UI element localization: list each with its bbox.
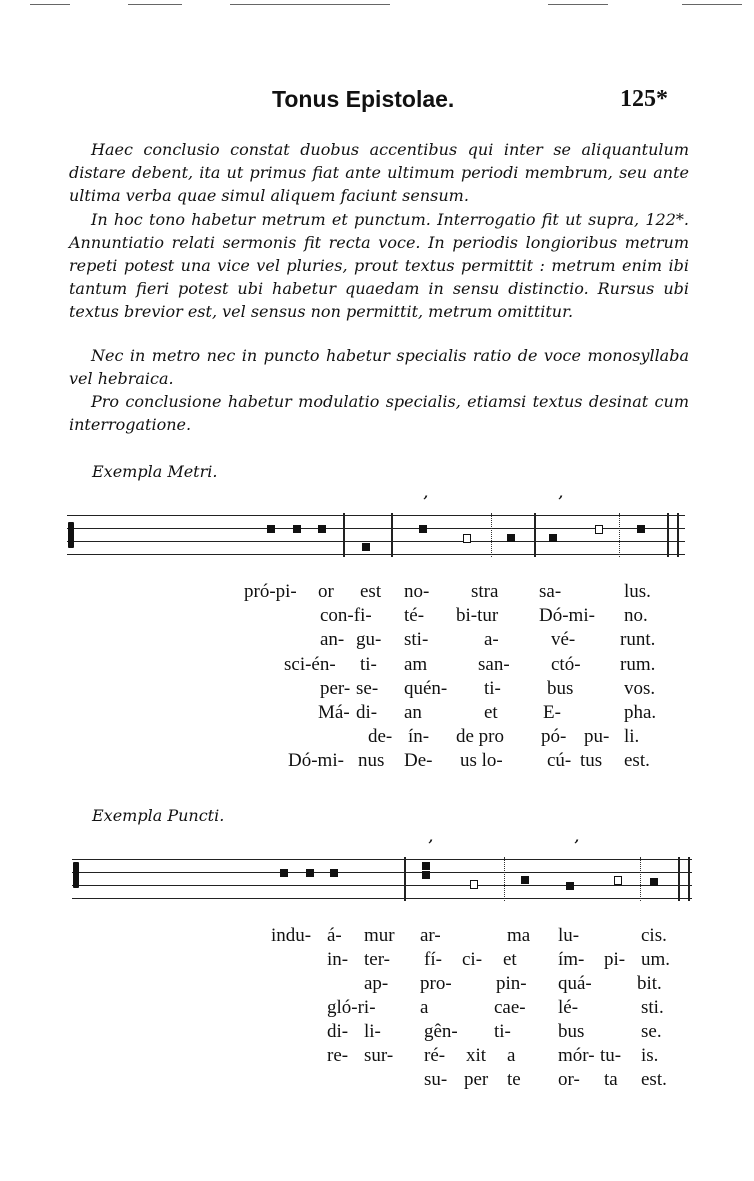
syllable: quá-	[558, 973, 592, 994]
syllable: bus	[547, 678, 574, 699]
syllable: gló-ri-	[327, 997, 376, 1018]
syllable: nus	[358, 750, 385, 771]
syllable: cú-	[547, 750, 572, 771]
punctum-note	[267, 525, 275, 533]
example-label-puncti: Exempla Puncti.	[92, 806, 225, 825]
punctum-note	[422, 871, 430, 879]
syllable: di-	[356, 702, 378, 723]
syllable: in-	[327, 949, 349, 970]
scan-edge-line	[682, 4, 742, 5]
syllable: a	[420, 997, 429, 1018]
syllable: pu-	[584, 726, 610, 747]
syllable: a	[507, 1045, 516, 1066]
do-clef-icon	[73, 862, 79, 888]
syllable: bus	[558, 1021, 585, 1042]
syllable: Dó-mi-	[288, 750, 344, 771]
scan-edge-line	[30, 4, 70, 5]
bar-line	[404, 857, 406, 901]
punctum-note	[507, 534, 515, 542]
page-title: Tonus Epistolae.	[272, 86, 455, 112]
syllable: ctó-	[551, 654, 581, 675]
dotted-bar-line	[491, 513, 493, 557]
bar-line	[391, 513, 393, 557]
syllable: stra	[471, 581, 499, 602]
syllable: an	[404, 702, 422, 723]
page-number: 125*	[620, 86, 668, 112]
dotted-bar-line	[619, 513, 621, 557]
syllable: li-	[364, 1021, 381, 1042]
syllable: re-	[327, 1045, 349, 1066]
syllable: ar-	[420, 925, 441, 946]
syllable: no.	[624, 605, 648, 626]
syllable: se.	[641, 1021, 662, 1042]
syllable: lus.	[624, 581, 651, 602]
syllable: xit	[466, 1045, 487, 1066]
hollow-note	[595, 525, 603, 534]
syllable: san-	[478, 654, 510, 675]
syllable: lu-	[558, 925, 580, 946]
chant-staff-puncti	[72, 838, 692, 906]
syllable: runt.	[620, 629, 656, 650]
punctum-note	[566, 882, 574, 890]
scan-edge-line	[230, 4, 390, 5]
syllable: gên-	[424, 1021, 458, 1042]
syllable: De-	[404, 750, 433, 771]
hollow-note	[463, 534, 471, 543]
syllable: is.	[641, 1045, 659, 1066]
punctum-note	[280, 869, 288, 877]
syllable: quén-	[404, 678, 448, 699]
syllable: ter-	[364, 949, 390, 970]
punctum-note	[330, 869, 338, 877]
syllable: indu-	[271, 925, 312, 946]
syllable: or	[318, 581, 334, 602]
punctum-note	[637, 525, 645, 533]
paragraph-conclusione: Pro conclusione habetur modulatio specialis, etiamsi textus desinat cum interrogatione.	[69, 392, 689, 434]
syllable: a-	[484, 629, 499, 650]
bar-line	[667, 513, 669, 557]
punctum-note	[318, 525, 326, 533]
syllable: lé-	[558, 997, 579, 1018]
syllable: pó-	[541, 726, 567, 747]
syllable: sa-	[539, 581, 562, 602]
chant-staff-metri	[67, 494, 685, 562]
dotted-bar-line	[504, 857, 506, 901]
paragraph-monosyllaba: Nec in metro nec in puncto habetur specialis ratio de voce monosyllaba vel hebraica.	[69, 346, 689, 388]
punctum-note	[549, 534, 557, 542]
syllable: an-	[320, 629, 345, 650]
accent-mark-icon: ʼ	[423, 494, 428, 510]
bar-line	[534, 513, 536, 557]
syllable: con-fi-	[320, 605, 372, 626]
syllable: mór-	[558, 1045, 595, 1066]
scan-edge-line	[548, 4, 608, 5]
syllable: se-	[356, 678, 379, 699]
syllable: or-	[558, 1069, 580, 1090]
bar-line	[677, 513, 679, 557]
syllable: bit.	[637, 973, 662, 994]
hollow-note	[614, 876, 622, 885]
syllable: cis.	[641, 925, 667, 946]
punctum-note	[362, 543, 370, 551]
punctum-note	[293, 525, 301, 533]
syllable: ci-	[462, 949, 483, 970]
bar-line	[678, 857, 680, 901]
paragraph-conclusio: Haec conclusio constat duobus accentibus qui inter se aliquantulum distare debent, ita ut primus fiat ante ultimum periodi membrum, seu ante ultima verba quae simul aliquem faciunt sensum.	[69, 140, 689, 205]
syllable: sci-én-	[284, 654, 336, 675]
syllable: sur-	[364, 1045, 394, 1066]
syllable: rum.	[620, 654, 656, 675]
bar-line	[343, 513, 345, 557]
paragraph-metrum-punctum: In hoc tono habetur metrum et punctum. Interrogatio fit ut supra, 122*. Annuntiatio relati sermonis fit recta voce. In periodis longioribus metrum repeti potest una vice vel pluries, prout textus permittit : metrum enim ibi tantum fieri potest ubi habetur quaedam in sensu distinctio. Rursus ubi textus brevior est, vel sensus non permittit, metrum omittitur.	[69, 210, 689, 321]
do-clef-icon	[68, 522, 74, 548]
syllable: gu-	[356, 629, 382, 650]
syllable: us lo-	[460, 750, 503, 771]
syllable: no-	[404, 581, 430, 602]
syllable: est.	[641, 1069, 667, 1090]
syllable: pin-	[496, 973, 527, 994]
syllable: per-	[320, 678, 351, 699]
syllable: su-	[424, 1069, 448, 1090]
syllable: sti.	[641, 997, 664, 1018]
syllable: ta	[604, 1069, 618, 1090]
syllable: mur	[364, 925, 395, 946]
syllable: té-	[404, 605, 425, 626]
scan-edge-line	[128, 4, 182, 5]
example-label-metri: Exempla Metri.	[92, 462, 218, 481]
page-header	[0, 86, 754, 116]
syllable: ti-	[360, 654, 377, 675]
syllable: di-	[327, 1021, 349, 1042]
syllable: de-	[368, 726, 393, 747]
syllable: est.	[624, 750, 650, 771]
syllable: bi-tur	[456, 605, 499, 626]
accent-mark-icon: ʼ	[558, 494, 563, 510]
syllable: am	[404, 654, 428, 675]
syllable: tus	[580, 750, 603, 771]
syllable: pha.	[624, 702, 657, 723]
syllable: li.	[624, 726, 640, 747]
punctum-note	[650, 878, 658, 886]
dotted-bar-line	[640, 857, 642, 901]
syllable: et	[484, 702, 498, 723]
syllable: fí-	[424, 949, 442, 970]
syllable: ín-	[408, 726, 430, 747]
syllable: sti-	[404, 629, 429, 650]
syllable: est	[360, 581, 382, 602]
accent-mark-icon: ʼ	[574, 838, 579, 854]
syllable: cae-	[494, 997, 526, 1018]
syllable: pi-	[604, 949, 626, 970]
syllable: ti-	[494, 1021, 511, 1042]
punctum-note	[419, 525, 427, 533]
hollow-note	[470, 880, 478, 889]
syllable: ma	[507, 925, 531, 946]
punctum-note	[422, 862, 430, 870]
syllable: um.	[641, 949, 671, 970]
syllable: vos.	[624, 678, 656, 699]
syllable: ap-	[364, 973, 389, 994]
syllable: ti-	[484, 678, 501, 699]
syllable: E-	[543, 702, 561, 723]
syllable: ré-	[424, 1045, 446, 1066]
punctum-note	[306, 869, 314, 877]
bar-line	[688, 857, 690, 901]
syllable: ím-	[558, 949, 585, 970]
syllable: tu-	[600, 1045, 622, 1066]
accent-mark-icon: ʼ	[428, 838, 433, 854]
syllable: Má-	[318, 702, 350, 723]
syllable: vé-	[551, 629, 576, 650]
syllable: et	[503, 949, 517, 970]
syllable: Dó-mi-	[539, 605, 595, 626]
syllable: á-	[327, 925, 342, 946]
syllable: de pro	[456, 726, 505, 747]
punctum-note	[521, 876, 529, 884]
syllable: per	[464, 1069, 489, 1090]
syllable: pro-	[420, 973, 452, 994]
syllable: te	[507, 1069, 521, 1090]
syllable: pró-pi-	[244, 581, 297, 602]
